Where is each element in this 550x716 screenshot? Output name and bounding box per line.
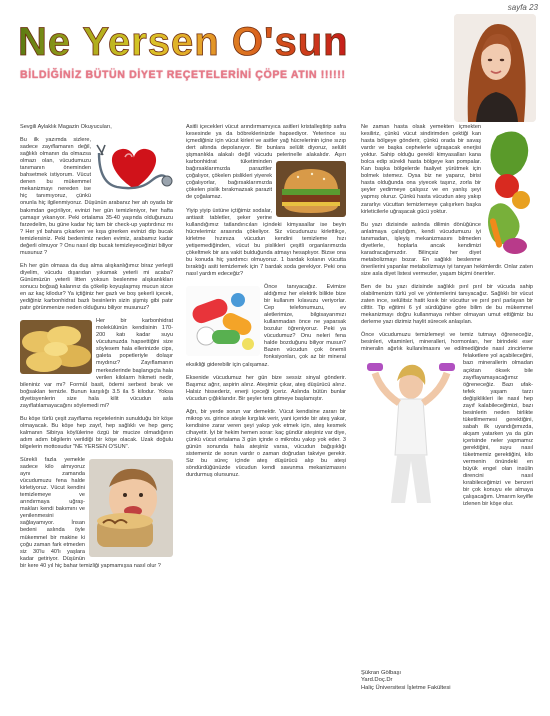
column-1: [20, 124, 173, 576]
woman-dumbbells-image: [361, 355, 459, 505]
author-name: Şükran Gölbaşı: [361, 670, 401, 676]
paragraph: Bu ilk yazımda sizlere, sadece zayıflamanın değil, sağlıklı olmanın da olmazsa olmazı olan, vücudumuzu tanımanın öneminden bahsetmek istiyorum. Vücut denen bu mükemmel mekanizmayı nereden ise hiç tanımıyoruz, çünkü onunla hiç ilgilenmiyoruz. Düşünün arabanız her ah oyada bir bakımdan geçiriliyor, evinizi her gün temizleniyor, her hafta çamaşır yıkanıyor. Peki ortalama 35-40 yaşında olduğunuzu farzedelim, bu güne kadar hiç tam bir check-up yaptırdınız mı ? Her yıl bahara çıkarken ve kışa girerken evinizi dip bucak temizlersiniz. Peki bedenimiz neden evimiz, arabamız kadar değerli olmuyor ? Onu nasıl dip bucak temizleyeceğinizi biliyor musunuz ?: [20, 137, 173, 256]
paragraph: Sürekli fazla yemekle sadece kilo almıyoruz aynı zamanda vücudumuzu fena halde kirletiyoruz. Vücut kendini temizlemeye ve arındırmaya uğraş- makları kendi bakımını ve yenilenmesini sağlayamıyor. İnsan bedeni aslında öyle mükemmel bir makine ki çoğu zaman fark etmeden siz 30'lu 40'lı yaşlara kadar getiriyor. Düşünün bir kere 40 yıl hiç bahar temizliği yapmamışsa nasıl olur ?: [20, 457, 173, 570]
paragraph: Bu yazı dizisinde aslında dilimin dönüğünce anlatmaya çalıştığım, kendi vücudumuzu iyi tanımadan, işleyiş mekanizmasını bilmeden diyetlerle, hoplarla ancak kendimizi karadracağımızdır. Bilinçsiz her diyet metabolizmayı bozar. En sağlıklı beslenme önerilerini yapanlar metabolizmayı iyi tanıyan hekimlerdir. Onlar zaten size asla diyet listesi vermezler, yaşam biçimi önerirler.: [361, 221, 533, 277]
heart-stethoscope-image: [95, 139, 173, 197]
paragraph: Eksenide vücudumuz her gün bize sessiz sinyal gönderir. Başımız ağrır, aspirin alırız. Ateşimiz çıkar, ateş düşürücü alırız. Halsiz hissederiz, enerji içeceği içeriz. Aslında bütün bunlar vücudun çığlıklarıdır. Bir şeyler ters gitmeye başlamıştır.: [186, 374, 346, 402]
paragraph: Yiyip yiyip üstüne içtiğimiz sodalar, antiasit tabletler, şeker yerine kullandığımız tatlandırıcıları içindeki kimyasallar ise beyin hücrelerimiz arasında çökeliyor. Siz vücudunuzu kirlettikçe, kirletme hızınıza vücudun kendini temizleme hızı yetişemediğinden, vücut bu pislikleri çeşitli organlarımızda çökeltmek bir ara vakit bulduğunda atmayı hesaplıyor. Bizse ona bu konuda hiç yardımcı olmuyoruz. 1 bardak kolanın vücutta bıraktığı asiti temizlemek için 7 bardak soda gerekiyor. Peki ona nasıl yardım edeceğiz?: [186, 207, 346, 277]
page-title: [14, 18, 454, 62]
pills-image: [186, 286, 260, 356]
author-affiliation: Haliç Üniversitesi İşletme Fakültesi: [361, 684, 451, 691]
paragraph: Bu köşe türlü çeşit zayıflama reçetelerinin sunulduğu bir köşe olmayacak. Bu köşe hep zayıf, hep sağlıklı ve hep genç kalmanın Sibirya köylülerine özgü bir mucize olmadığının adım adım bilgilerin verildiği bir köşe olacak. Uzak doğulu bilgelerin mottosudur "NE YERSEN O'SUN".: [20, 415, 173, 450]
signature-block: [361, 670, 451, 692]
column-2: [186, 124, 346, 485]
subtitle: BİLDİĞİNİZ BÜTÜN DİYET REÇETELERİNİ ÇÖPE ATIN !!!!!!: [20, 69, 346, 81]
paragraph: Önce vücudumuzu temizlemeyi ve temiz tutmayı öğreneceğiz, besinleri, vitaminleri, mineralleri, hormonları, her birindeki eser mineralin ağırlık kullanılmasını ve edilmediğinde nasıl zincirleme felaketlere yol açabileceğini, bazı minerallerin olmadan açıktan öksek bile zayıflayamayacağımız öğreneceğiz. Bazı ufak-tefek yaşam tarzı değişiklikleri ile nasıl hep zayıf kalabileceğimizi, bazı besinlerin neden birlikte tüketilmemesi gerektiğini, sabah ilk uyandığımızda, akşam yatarken ya da gün içerisinde neler yapmamız gerektiğini, suyu nasıl tüketmemiz gerektiğini, kilo vermenin önündeki en büyük engel olan insülin direncini nasıl kırabileceğimizi ve benzeri bir çok konuyu ele almaya çalışacağım. Umarım keyifle izlenen bir köşe olur.: [361, 332, 533, 508]
paragraph: Eh her gün olmasa da duş alma alışkanlığımız biraz yerleşti diyelim, vücudu dışarıdan yıkamak yeterli mi acaba? Günümüzün yeterli litten yoksun beslenme alışkanlıkları sonucu boğsağ kalarınız da çökelip koyuşlaşmış mucun sizce en az kaç kilodur? Ya içtiğiniz her gazlı ve boş şekerli içecek, yediğiniz karbonhidrat bazlı besinlerin sizin şişmiş gibi patır patır görünmenize neden olduğunu biliyor musunuz?: [20, 262, 173, 312]
salutation: Sevgili Aylaklık Magazin Okuyucuları,: [20, 124, 112, 130]
paragraph: Ne zaman hasta olsak yemekten içmekten kesiliriz, çünkü vücut sindirimden çektiği kan hasta bölgeye gönderir, çünkü orada bir savaş vardır ve başka cephelerle uğraşacak enerjisi yoktur. Sahip olduğu gerekli kimyasalları kana bolca edip sürekli hasta bölgeye kan pompalar. Kan başka bölgelerde faaliyet yürütmek için bolmek istemez. Oysa biz ne yaparız, birisi hasta olduğunda ona yiyecek taşırız, zorla bir şeyler yedirmeye çalışsız ve en yanlış şeyi yapmış oluruz. Çünkü hasta vücudun ateş yakıp zararlıyı vücuttan temizlemeye çalışırken başka kirleticilerle uğraşacak gücü yoktur.: [361, 124, 533, 216]
title-text: Ne Yersen O'sun: [18, 20, 349, 62]
author-photo: [454, 14, 536, 122]
author-title: Yard.Doç.Dr: [361, 677, 393, 684]
page-number: sayfa 23: [507, 3, 538, 12]
column-3: [361, 124, 533, 514]
title-graphic: [14, 18, 454, 62]
paragraph: Asitli içecekleri vücut arındırmamıyıca asitleri kristalleştirip safra kesesinde ya da böbreklerinizde hapsediyor. Yeterince su içmediğiniz için vücut kirleri ve asitler yağ hücrelerinin içine sızıp dert altında depolanıyor. Bir bunlara selülit diyoruz, selülit şişmanlıkla alakalı değil vücudu pelerinelle alakalıdır. Aşırı karbonhidrat tüketiminden bağırsaklarımızda parazitler çoğalıyor, çökelen pislikleri yiyerek çoğalıyorlar, bağırsaklarımızda çökelen pislik bırakmazsak parazit de çoğalamaz.: [186, 124, 346, 202]
paragraph: Ağrı, bir yerde sorun var demektir. Vücut kendisine zararı bir mikrop vs. girince ateşle kırgılak verir, yani içeride bir ateş yakar, kendisine zarar veren şeyi yakıp yok etmek için, ateş kesmek cihayetir. İyi bir hekim hemen sorar: kaç gündür ateşiniz var diye, çünkü vücut ortalama 3 gün içinde o mikrobu yakıp yok eder. 3 günün sonunda hala ateşiniz varsa, vücudun bağışıklığı sistemeniz de sorun vardır o zaman doğrudan takviye gerekir. Siz bu süreç içinde ateş düşürücü alıp bu ateşi söndürdüğünüzde vücudun kendi savunma mekanizmasını durdurmuş olursunuz.: [186, 408, 346, 479]
paragraph: Her bir karbonhidrat molekülünün kendisinin 170-200 katı kadar suyu vücutunuzda hapsettiğini size söylesem hala ellerinizde cips, galeta popetleriyle dolaşır mıydınız? Zayıflamanın merkezlerinde başlangıçta hala verilen kilolarm hikmeti nedir, bileniniz var mı? Formül basit, ödemi serbest bırak ve boğsakları temizle. Bunun karşılığı 3.5 ila 5 kilodur. Yoksa diyetisyenlerin size hala kilit vücudun asla zayıflatılamayacağını söylemedi mi?: [20, 318, 173, 409]
vegetables-image: [485, 126, 533, 258]
burger-image: [276, 161, 346, 217]
paragraph: Önce tanıyacağız. Evimize aldığımız her elektrik bilikte bize bir kullanım kılavuzu veriyorlar. Cep telefonumuzu, ev aletlerimize, bilgisayarımızı kullanmadan önce ne yaparsak bozulur öğreniyoruz. Peki ya vücudumuz? Onu neleri fena halde bozduğunu biliyor musun? Bazen vücudun çok önemli fonksiyonları, çok az bir mineral eksikliği giderebilir için çalışamaz.: [186, 283, 346, 368]
chips-image: [20, 320, 92, 374]
child-eating-image: [89, 459, 173, 557]
paragraph: Ben de bu yazı dizisinde sağlıklı pırıl pırıl bir vücuda sahip olabilmenizin türlü yol ve yöntemlerini tanıyacağız. Sağlıklı bir vücut zaten ince, selülitsiz hatit kısık bir vücuttur ve pırıl pırıl parlayan bir cilttir. Tip eğitimi 6 yıl sürdüğüne göre bilim de bu mükemmel mekanizmayı doğru kullanmaya rehber olmayan umut ettiğimiz bu derlerne yazı dizimiz haylit sürecek anlaşılan.: [361, 283, 533, 326]
